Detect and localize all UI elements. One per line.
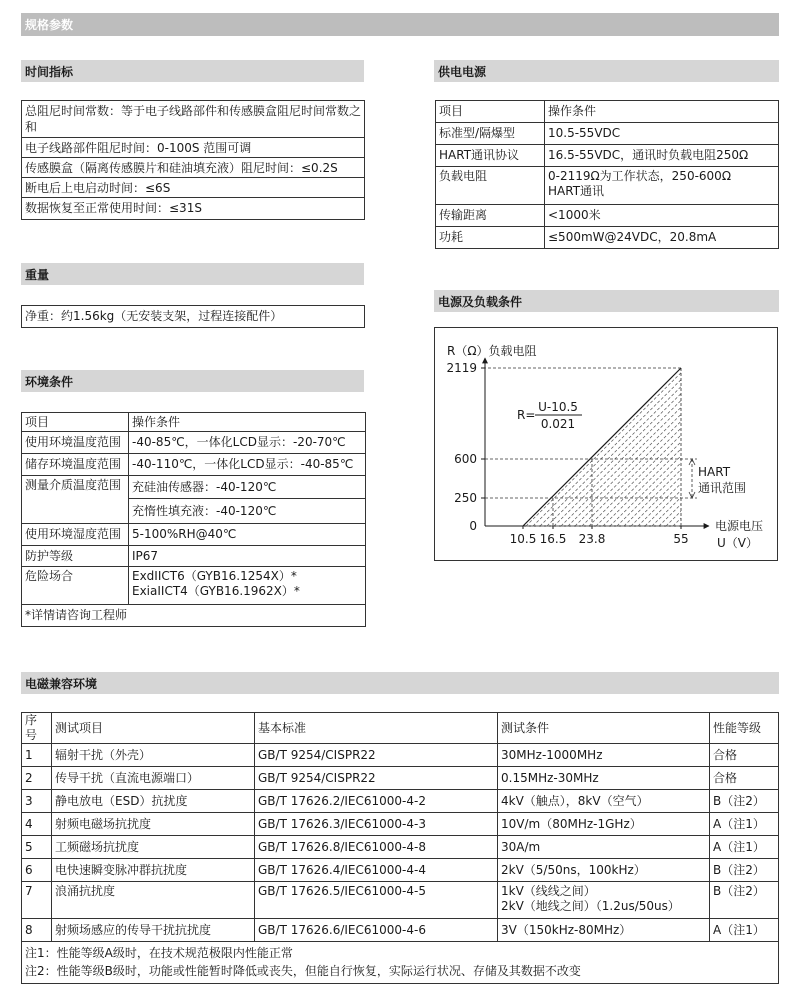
- table-row: [22, 919, 779, 942]
- hart-label-line2: 通讯范围: [698, 481, 747, 495]
- time-item: 数据恢复至正常使用时间：≤31S: [25, 201, 202, 215]
- env-section-heading: 环境条件: [21, 370, 364, 392]
- emc-standard: GB/T 17626.2/IEC61000-4-2: [255, 790, 498, 813]
- hatch-line: [638, 358, 777, 526]
- env-row-value: 5-100%RH@40℃: [129, 524, 366, 546]
- hatch-line: [666, 358, 777, 526]
- load-chart: [435, 328, 777, 560]
- emc-grade: A（注1）: [710, 813, 779, 836]
- formula-numerator: U-10.5: [538, 400, 578, 414]
- emc-section-heading: 电磁兼容环境: [21, 672, 779, 694]
- emc-note-2: 注2：性能等级B级时，功能或性能暂时降低或丧失，但能自行恢复，实际运行状况、存储及其数据不改变: [25, 964, 581, 978]
- emc-condition: 10V/m（80MHz-1GHz）: [498, 813, 710, 836]
- x-tick-label: 16.5: [539, 532, 567, 546]
- hatch-line: [603, 358, 773, 526]
- hatch-line: [729, 358, 777, 526]
- power-row-value: 16.5-55VDC，通讯时负载电阻250Ω: [545, 145, 779, 167]
- emc-grade: 合格: [710, 767, 779, 790]
- emc-no: 5: [22, 836, 52, 859]
- emc-grade: B（注2）: [710, 790, 779, 813]
- hatch-line: [736, 358, 777, 526]
- env-row-key: 防护等级: [22, 546, 129, 567]
- power-header-cond: 操作条件: [545, 101, 779, 123]
- env-row-value: IP67: [129, 546, 366, 567]
- env-row-value: ExiaIICT4（GYB16.1962X）*: [132, 584, 300, 598]
- hatch-line: [568, 358, 738, 526]
- hatch-line: [435, 358, 542, 526]
- hatch-line: [435, 358, 528, 526]
- emc-condition: 2kV（5/50ns，100kHz）: [498, 859, 710, 882]
- env-header-cond: 操作条件: [129, 413, 366, 432]
- hatch-line: [435, 358, 549, 526]
- hatch-line: [610, 358, 777, 526]
- emc-no: 1: [22, 744, 52, 767]
- y-tick-label: 0: [469, 519, 477, 533]
- hatched-region: [435, 358, 777, 526]
- emc-item: 辐射干扰（外壳）: [52, 744, 255, 767]
- hatch-line: [715, 358, 777, 526]
- emc-no: 7: [22, 882, 52, 919]
- hart-range-bracket: [689, 459, 695, 498]
- hatch-line: [540, 358, 710, 526]
- hatch-line: [575, 358, 745, 526]
- formula: [517, 400, 582, 431]
- emc-no: 3: [22, 790, 52, 813]
- emc-header-grade: 性能等级: [710, 713, 779, 744]
- emc-item: 射频电磁场抗扰度: [52, 813, 255, 836]
- emc-no: 6: [22, 859, 52, 882]
- hatch-line: [708, 358, 777, 526]
- table-row: [22, 836, 779, 859]
- y-tick-label: 2119: [446, 361, 477, 375]
- hatch-line: [631, 358, 777, 526]
- hatch-line: [680, 358, 777, 526]
- emc-grade: A（注1）: [710, 836, 779, 859]
- power-row-value: 0-2119Ω为工作状态，250-600Ω: [548, 169, 731, 183]
- power-header-item: 项目: [436, 101, 545, 123]
- emc-no: 2: [22, 767, 52, 790]
- power-row-value: ≤500mW@24VDC，20.8mA: [545, 227, 779, 249]
- hatch-line: [757, 358, 777, 526]
- y-tick-label: 600: [454, 452, 477, 466]
- env-row-key: 储存环境温度范围: [22, 454, 129, 476]
- env-row-key: 危险场合: [22, 567, 129, 605]
- hatch-line: [435, 358, 521, 526]
- table-row: [22, 744, 779, 767]
- emc-standard: GB/T 9254/CISPR22: [255, 744, 498, 767]
- emc-condition: 4kV（触点），8kV（空气）: [498, 790, 710, 813]
- power-row-value: 10.5-55VDC: [545, 123, 779, 145]
- emc-table: [21, 712, 779, 984]
- formula-lhs: R=: [517, 408, 536, 422]
- power-row-key: 标准型/隔爆型: [436, 123, 545, 145]
- formula-denominator: 0.021: [540, 417, 576, 431]
- time-item: 电子线路部件阻尼时间：0-100S 范围可调: [22, 138, 364, 158]
- emc-grade: B（注2）: [710, 882, 779, 919]
- emc-standard: GB/T 9254/CISPR22: [255, 767, 498, 790]
- emc-condition: 1kV（线线之间）: [501, 884, 596, 898]
- power-row-key: 功耗: [436, 227, 545, 249]
- y-axis-label: R（Ω）负载电阻: [447, 344, 537, 358]
- emc-item: 静电放电（ESD）抗扰度: [52, 790, 255, 813]
- emc-condition: 2kV（地线之间）（1.2us/50us）: [501, 899, 680, 913]
- emc-note-1: 注1：性能等级A级时，在技术规范极限内性能正常: [25, 946, 293, 960]
- hatch-line: [771, 358, 777, 526]
- emc-header-standard: 基本标准: [255, 713, 498, 744]
- emc-standard: GB/T 17626.4/IEC61000-4-4: [255, 859, 498, 882]
- env-row-key: 使用环境温度范围: [22, 432, 129, 454]
- x-axis-label-line1: 电源电压: [715, 519, 764, 533]
- emc-grade: 合格: [710, 744, 779, 767]
- env-row-value: -40-85℃，一体化LCD显示：-20-70℃: [129, 432, 366, 454]
- emc-grade: B（注2）: [710, 859, 779, 882]
- time-section-heading: 时间指标: [21, 60, 364, 82]
- emc-standard: GB/T 17626.6/IEC61000-4-6: [255, 919, 498, 942]
- weight-value: 净重：约1.56kg（无安装支架，过程连接配件）: [25, 309, 283, 323]
- load-section-heading: 电源及负载条件: [434, 290, 779, 312]
- y-tick-label: 250: [454, 491, 477, 505]
- hatch-line: [743, 358, 777, 526]
- x-tick-label: 23.8: [578, 532, 606, 546]
- table-row: [22, 767, 779, 790]
- emc-condition: 30A/m: [498, 836, 710, 859]
- table-row: [22, 859, 779, 882]
- hatch-line: [617, 358, 777, 526]
- weight-section-heading: 重量: [21, 263, 364, 285]
- x-tick-label: 10.5: [509, 532, 537, 546]
- time-item: 总阻尼时间常数：等于电子线路部件和传感膜盒阻尼时间常数之和: [22, 101, 364, 138]
- emc-header-condition: 测试条件: [498, 713, 710, 744]
- power-section-heading: 供电电源: [434, 60, 779, 82]
- hatch-line: [687, 358, 777, 526]
- env-row-value: 充惰性填充液：-40-120℃: [129, 499, 366, 524]
- env-table: [21, 412, 366, 627]
- hatch-line: [589, 358, 759, 526]
- env-row-value: -40-110℃，一体化LCD显示：-40-85℃: [129, 454, 366, 476]
- emc-item: 工频磁场抗扰度: [52, 836, 255, 859]
- emc-condition: 30MHz-1000MHz: [498, 744, 710, 767]
- env-note: *详情请咨询工程师: [22, 605, 366, 627]
- load-resistance-line: [523, 368, 681, 526]
- emc-item: 传导干扰（直流电源端口）: [52, 767, 255, 790]
- env-row-key: 测量介质温度范围: [22, 476, 129, 524]
- time-item: 断电后上电启动时间：≤6S: [22, 178, 364, 198]
- hatch-line: [547, 358, 717, 526]
- emc-no: 8: [22, 919, 52, 942]
- emc-item: 电快速瞬变脉冲群抗扰度: [52, 859, 255, 882]
- emc-header-no: 序号: [22, 713, 52, 744]
- hatch-line: [722, 358, 777, 526]
- emc-standard: GB/T 17626.3/IEC61000-4-3: [255, 813, 498, 836]
- power-row-key: HART通讯协议: [436, 145, 545, 167]
- emc-item: 射频场感应的传导干扰抗扰度: [52, 919, 255, 942]
- time-list: [21, 100, 365, 220]
- emc-condition: 3V（150kHz-80MHz）: [498, 919, 710, 942]
- weight-box: [21, 305, 365, 328]
- load-chart-frame: [434, 327, 778, 561]
- hatch-line: [673, 358, 777, 526]
- emc-condition: 0.15MHz-30MHz: [498, 767, 710, 790]
- page-title: 规格参数: [21, 13, 779, 36]
- emc-item: 浪涌抗扰度: [52, 882, 255, 919]
- hatch-line: [701, 358, 777, 526]
- power-table: [435, 100, 779, 249]
- emc-standard: GB/T 17626.5/IEC61000-4-5: [255, 882, 498, 919]
- hatch-line: [624, 358, 777, 526]
- emc-standard: GB/T 17626.8/IEC61000-4-8: [255, 836, 498, 859]
- time-item: 传感膜盒（隔离传感膜片和硅油填充液）阻尼时间：≤0.2S: [22, 158, 364, 178]
- power-row-value: HART通讯: [548, 184, 605, 198]
- power-row-key: 负载电阻: [436, 167, 545, 205]
- env-header-item: 项目: [22, 413, 129, 432]
- hatch-line: [694, 358, 777, 526]
- env-row-value: 充硅油传感器：-40-120℃: [129, 476, 366, 499]
- table-row: [22, 882, 779, 919]
- hart-label-line1: HART: [698, 465, 731, 479]
- emc-header-item: 测试项目: [52, 713, 255, 744]
- hatch-line: [659, 358, 777, 526]
- emc-grade: A（注1）: [710, 919, 779, 942]
- env-row-key: 使用环境湿度范围: [22, 524, 129, 546]
- hatch-line: [750, 358, 777, 526]
- env-row-value: ExdIICT6（GYB16.1254X）*: [132, 569, 297, 583]
- x-axis-label-line2: U（V）: [717, 536, 758, 550]
- hatch-line: [645, 358, 777, 526]
- table-row: [22, 790, 779, 813]
- hatch-line: [561, 358, 731, 526]
- table-row: [22, 813, 779, 836]
- hatch-line: [764, 358, 777, 526]
- emc-no: 4: [22, 813, 52, 836]
- x-tick-label: 55: [673, 532, 689, 546]
- power-row-key: 传输距离: [436, 205, 545, 227]
- hatch-line: [554, 358, 724, 526]
- power-row-value: <1000米: [545, 205, 779, 227]
